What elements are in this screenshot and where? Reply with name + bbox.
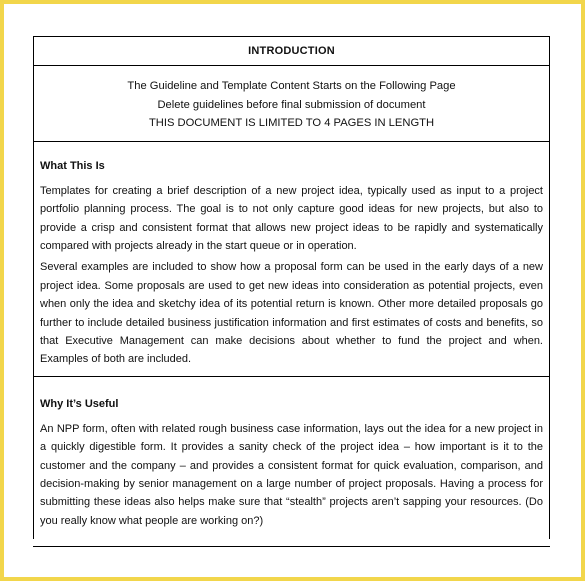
notice-line-2: Delete guidelines before final submission of document: [157, 98, 426, 111]
why-useful-heading: Why It’s Useful: [40, 397, 119, 410]
what-this-is-heading: What This Is: [40, 159, 105, 172]
why-useful-paragraph: An NPP form, often with related rough business case information, lays out the idea for a new project in a quickly digestible form. It provides a sanity check of the project idea – how important is it to the customer and the company – and provides a consistent format for quick evaluation, comparison, and decision-making by senior management on a large number of project proposals. Having a process for submitting these ideas also helps make sure that “stealth” projects aren’t sapping your resources. (Do you really know what people are working on?): [40, 422, 543, 527]
document-page: [4, 4, 581, 577]
what-this-is-paragraph-2: Several examples are included to show how a proposal form can be used in the early days of a new project idea. Some proposals are used to get new ideas into consideration as potential projects, even when only the idea and sketchy idea of its potential return is known. Other more detailed proposals go further to include detailed business justification information and first estimates of costs and benefits, so that Executive Management can make decisions about whether to fund the project and when. Examples of both are included.: [40, 261, 543, 366]
what-this-is-section: [34, 142, 549, 377]
notice-line-1: The Guideline and Template Content Starts on the Following Page: [127, 80, 456, 92]
guideline-notice: [34, 66, 549, 142]
notice-line-3: THIS DOCUMENT IS LIMITED TO 4 PAGES IN LENGTH: [148, 117, 435, 130]
what-this-is-paragraph-1: Templates for creating a brief description of a new project idea, typically used as input to a project portfolio planning process. The goal is to not only capture good ideas for new projects, but also to provide a crisp and consistent format that allows new project ideas to be rapidly and systematically compared with projects already in the start queue or in operation.: [40, 184, 543, 252]
bottom-border-line: [33, 546, 550, 547]
section-title: INTRODUCTION: [34, 37, 549, 66]
document-table: [33, 36, 550, 539]
why-useful-section: [34, 377, 549, 539]
